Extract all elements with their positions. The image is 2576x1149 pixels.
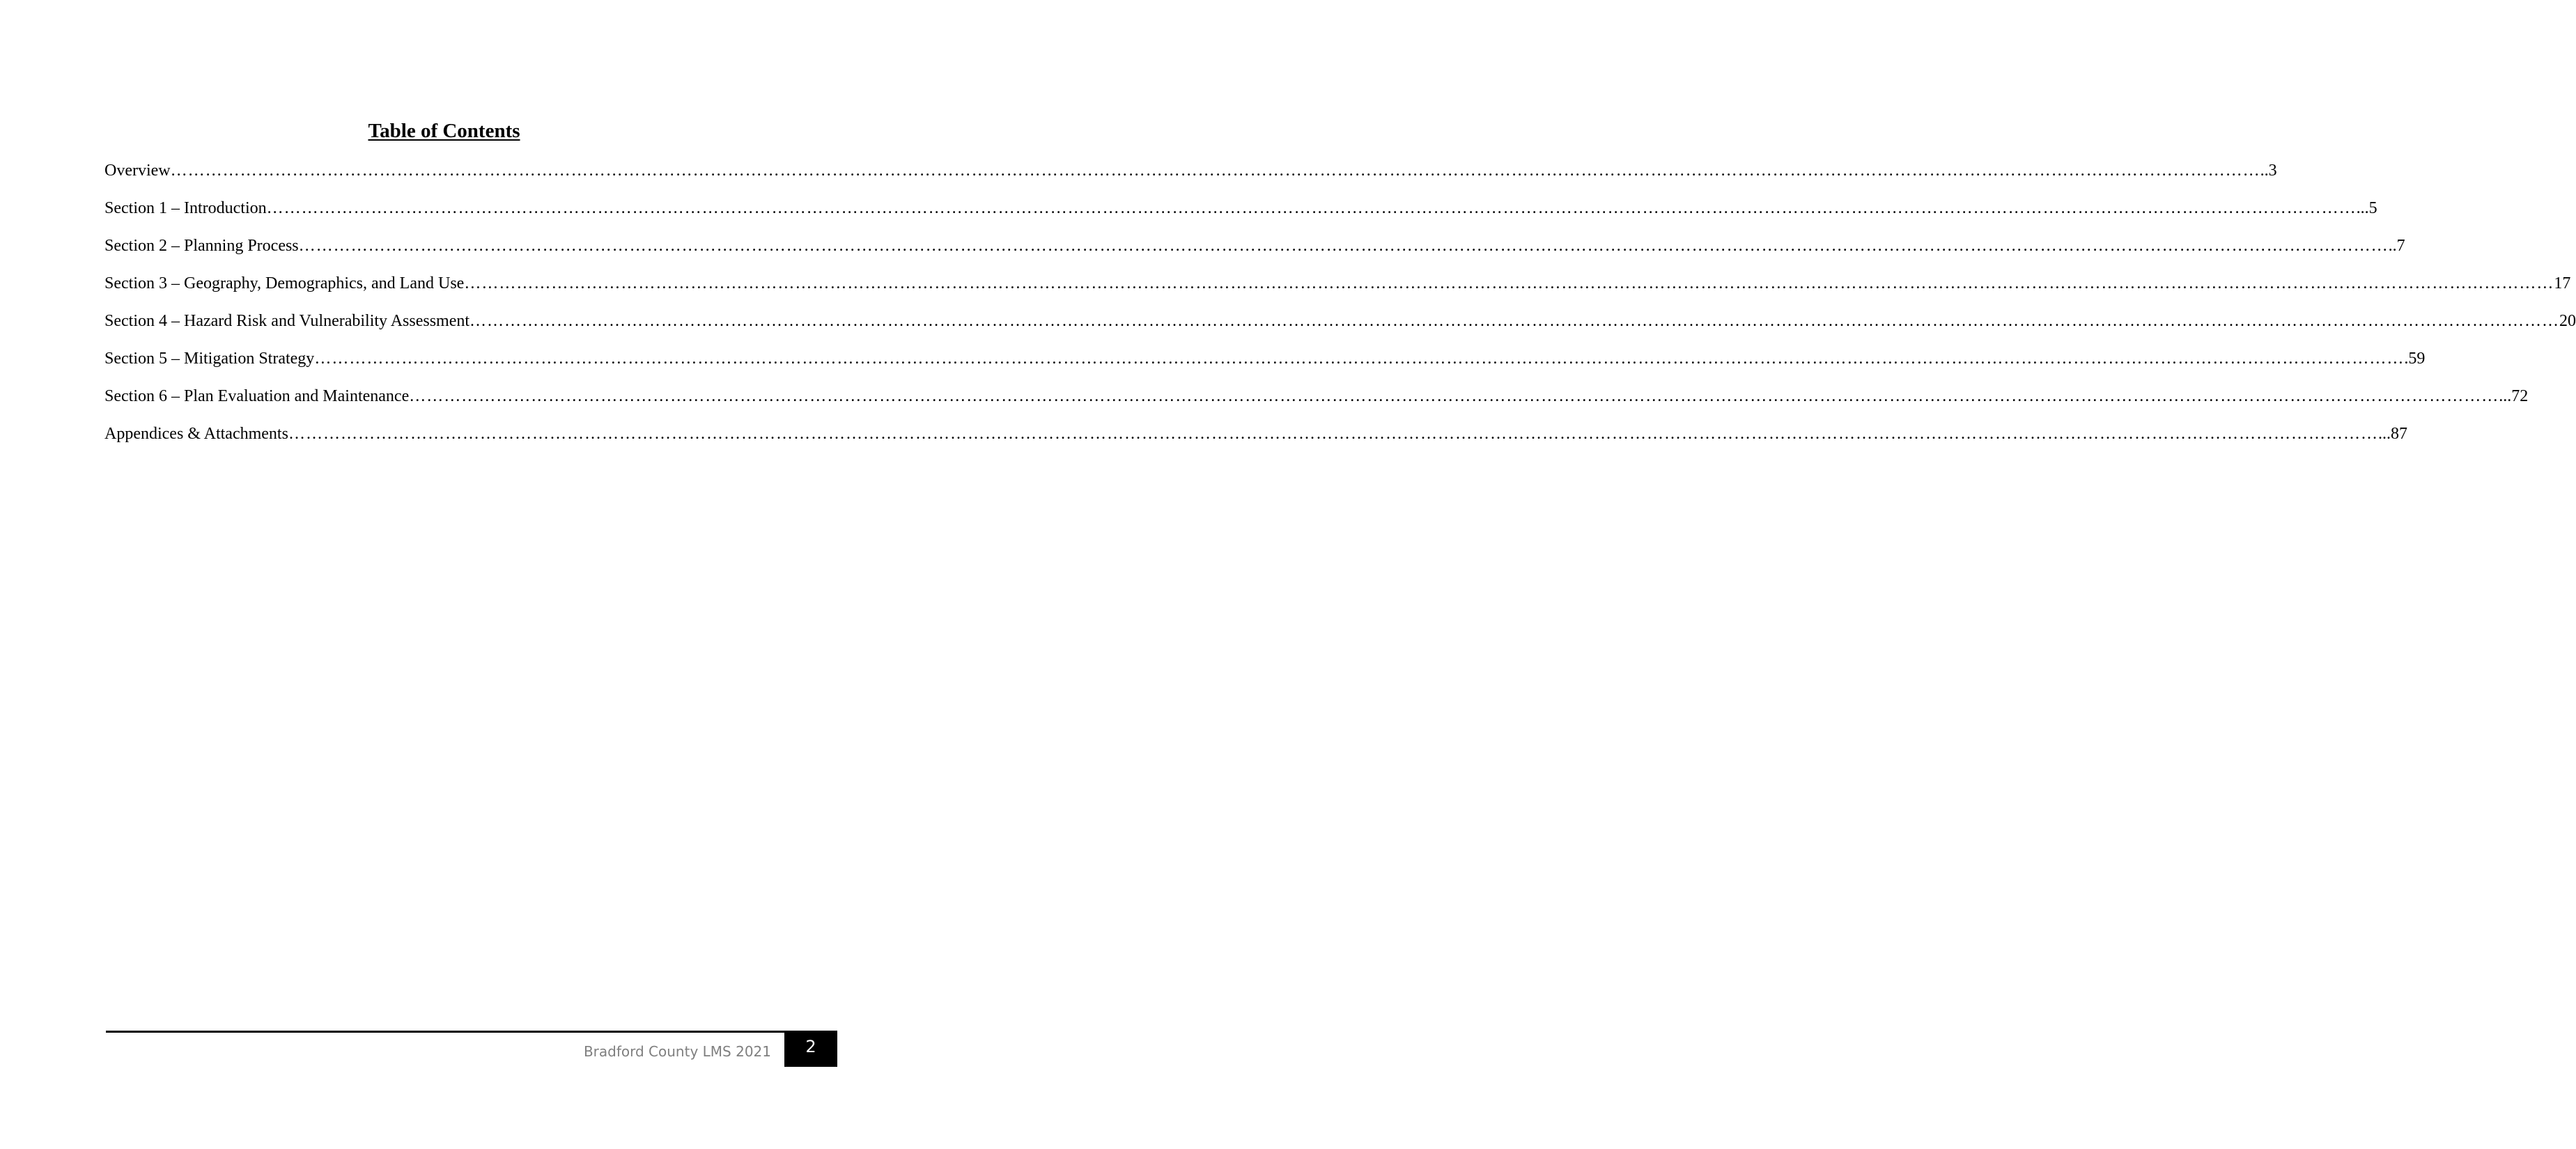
toc-dot-leader: ………………………………………………………………………………………………………………………………………………………………………………………………………………………………………………………………………………………………………………………………	[470, 312, 2560, 330]
toc-entry-page: 17	[2554, 274, 2571, 292]
toc-dot-leader: ………………………………………………………………………………………………………………………………………………………………………………………………………………………………………………………………………………………………………………………………	[298, 237, 2389, 255]
toc-dot-leader: ………………………………………………………………………………………………………………………………………………………………………………………………………………………………………………………………………………………………………………………………	[314, 350, 2405, 368]
toc-entry-label: Section 4 – Hazard Risk and Vulnerability Assessment	[104, 312, 470, 330]
toc-entry-label: Appendices & Attachments	[104, 425, 288, 443]
toc-entry-page: 20	[2559, 312, 2576, 330]
toc-entry	[104, 387, 2529, 425]
toc-dot-leader: ………………………………………………………………………………………………………………………………………………………………………………………………………………………………………………………………………………………………………………………………	[464, 274, 2554, 292]
footer-rule	[106, 1031, 837, 1033]
toc-entry-label: Section 6 – Plan Evaluation and Maintenance	[104, 387, 410, 405]
toc-entry	[104, 312, 2576, 350]
toc-entry-page: .59	[2404, 350, 2426, 368]
toc-entry	[104, 199, 2377, 237]
toc-entry	[104, 350, 2426, 387]
toc-dot-leader: ………………………………………………………………………………………………………………………………………………………………………………………………………………………………………………………………………………………………………………………………	[288, 425, 2378, 443]
page-number: 2	[805, 1037, 816, 1056]
toc-entry	[104, 237, 2405, 274]
page-number-box	[784, 1031, 837, 1067]
toc-entry-page: ..3	[2260, 162, 2277, 180]
toc-entry	[104, 274, 2571, 312]
toc-entry-label: Overview	[104, 162, 171, 180]
toc-entry-label: Section 1 – Introduction	[104, 199, 267, 217]
toc-dot-leader: ………………………………………………………………………………………………………………………………………………………………………………………………………………………………………………………………………………………………………………………………	[409, 387, 2499, 405]
toc-title: Table of Contents	[368, 120, 520, 142]
toc-dot-leader: ………………………………………………………………………………………………………………………………………………………………………………………………………………………………………………………………………………………………………………………………	[266, 199, 2357, 217]
toc-entry-page: ...87	[2377, 425, 2407, 443]
toc-dot-leader: ………………………………………………………………………………………………………………………………………………………………………………………………………………………………………………………………………………………………………………………………	[170, 162, 2260, 180]
toc-entry-label: Section 3 – Geography, Demographics, and Land Use	[104, 274, 465, 292]
toc-list	[104, 162, 2576, 462]
toc-entry-label: Section 2 – Planning Process	[104, 237, 299, 255]
toc-entry-page: ...5	[2356, 199, 2377, 217]
toc-entry-label: Section 5 – Mitigation Strategy	[104, 350, 315, 368]
toc-entry-page: ...72	[2499, 387, 2529, 405]
footer-document-name: Bradford County LMS 2021	[583, 1043, 771, 1060]
toc-entry	[104, 425, 2407, 462]
toc-entry	[104, 162, 2277, 199]
toc-entry-page: ..7	[2388, 237, 2405, 255]
